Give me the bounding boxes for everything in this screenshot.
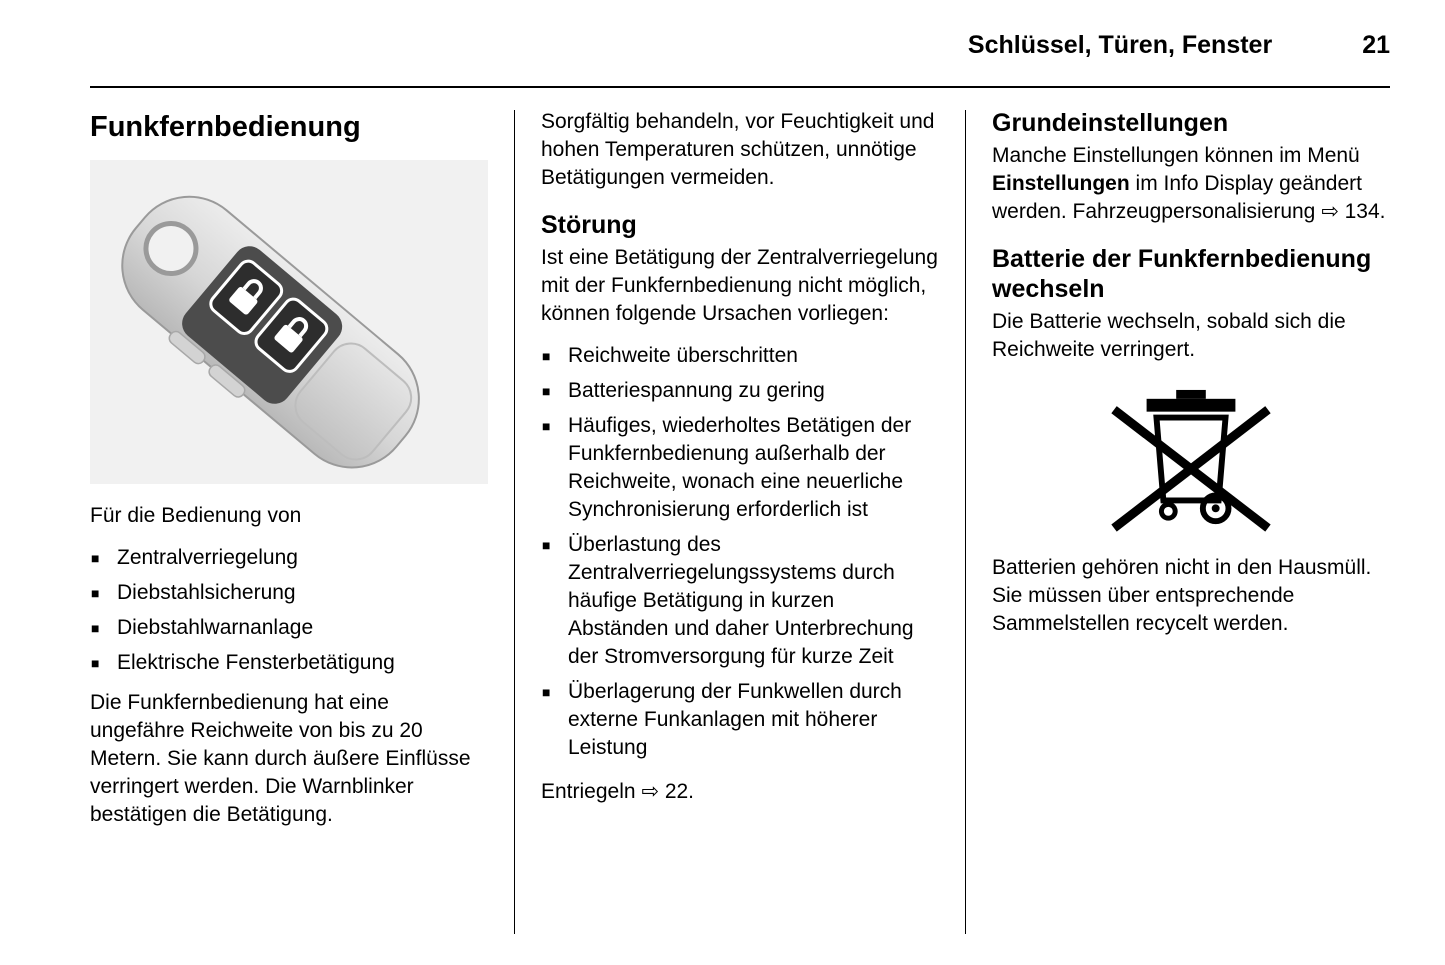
- text-segment: im Info Display geändert werden. Fahrzeugpersonalisierung ⇨ 134.: [992, 172, 1386, 223]
- operation-list: [90, 544, 488, 677]
- text-segment: Manche Einstellungen können im Menü: [992, 144, 1360, 167]
- key-fob-image: [90, 160, 488, 484]
- chapter-title: Schlüssel, Türen, Fenster: [967, 31, 1273, 59]
- section-heading-batterie: Batterie der Funkfernbedienung wechseln: [992, 245, 1372, 303]
- recycling-paragraph: Batterien gehören nicht in den Hausmüll. Sie müssen über entsprechende Sammelstellen recycelt werden.: [992, 556, 1372, 635]
- list-item: ■ Elektrische Fensterbetätigung: [90, 649, 488, 677]
- operation-intro: Für die Bedienung von: [90, 504, 302, 527]
- menu-name-bold: Einstellungen: [992, 172, 1130, 195]
- list-item: ■ Häufiges, wiederholtes Betätigen der Funkfernbedienung außerhalb der Reichweite, wonach eine neuerliche Synchronisierung erforderlich ist: [541, 412, 939, 524]
- weee-crossed-out-bin-icon: [1107, 386, 1275, 534]
- column-1: [90, 108, 488, 934]
- list-item: ■ Reichweite überschritten: [541, 342, 939, 370]
- range-paragraph: Die Funkfernbedienung hat eine ungefähre Reichweite von bis zu 20 Metern. Sie kann durch äußere Einflüsse verringert werden. Die Warnblinker bestätigen die Betätigung.: [90, 691, 471, 826]
- column-divider: [514, 110, 515, 934]
- cross-reference-entriegeln: Entriegeln ⇨ 22.: [541, 780, 695, 803]
- header-rule: [90, 86, 1390, 88]
- care-paragraph: Sorgfältig behandeln, vor Feuchtigkeit und hohen Temperaturen schützen, unnötige Betätigungen vermeiden.: [541, 110, 935, 189]
- grundeinstellungen-paragraph: [992, 142, 1390, 226]
- list-item: ■ Überlastung des Zentralverriegelungssystems durch häufige Betätigung in kurzen Abständen und daher Unterbrechung der Stromversorgung für kurze Zeit: [541, 531, 939, 671]
- column-2: [541, 108, 939, 934]
- column-divider: [965, 110, 966, 934]
- list-item: ■ Zentralverriegelung: [90, 544, 488, 572]
- batterie-paragraph: Die Batterie wechseln, sobald sich die Reichweite verringert.: [992, 310, 1346, 361]
- stoerung-intro: Ist eine Betätigung der Zentralverriegelung mit der Funkfernbedienung nicht möglich, können folgende Ursachen vorliegen:: [541, 246, 938, 325]
- section-heading-funkfernbedienung: Funkfernbedienung: [90, 111, 361, 143]
- page-number: 21: [1362, 31, 1390, 59]
- list-item: ■ Diebstahlsicherung: [90, 579, 488, 607]
- key-fob-illustration: [90, 160, 488, 484]
- list-item: ■ Batteriespannung zu gering: [541, 377, 939, 405]
- list-item: ■ Überlagerung der Funkwellen durch externe Funkanlagen mit höherer Leistung: [541, 678, 939, 762]
- stoerung-list: [541, 342, 939, 762]
- section-heading-grundeinstellungen: Grundeinstellungen: [992, 109, 1229, 137]
- list-item: ■ Diebstahlwarnanlage: [90, 614, 488, 642]
- page-header: [90, 0, 1390, 60]
- column-3: [992, 108, 1390, 934]
- section-heading-stoerung: Störung: [541, 211, 637, 239]
- content-columns: [90, 108, 1390, 934]
